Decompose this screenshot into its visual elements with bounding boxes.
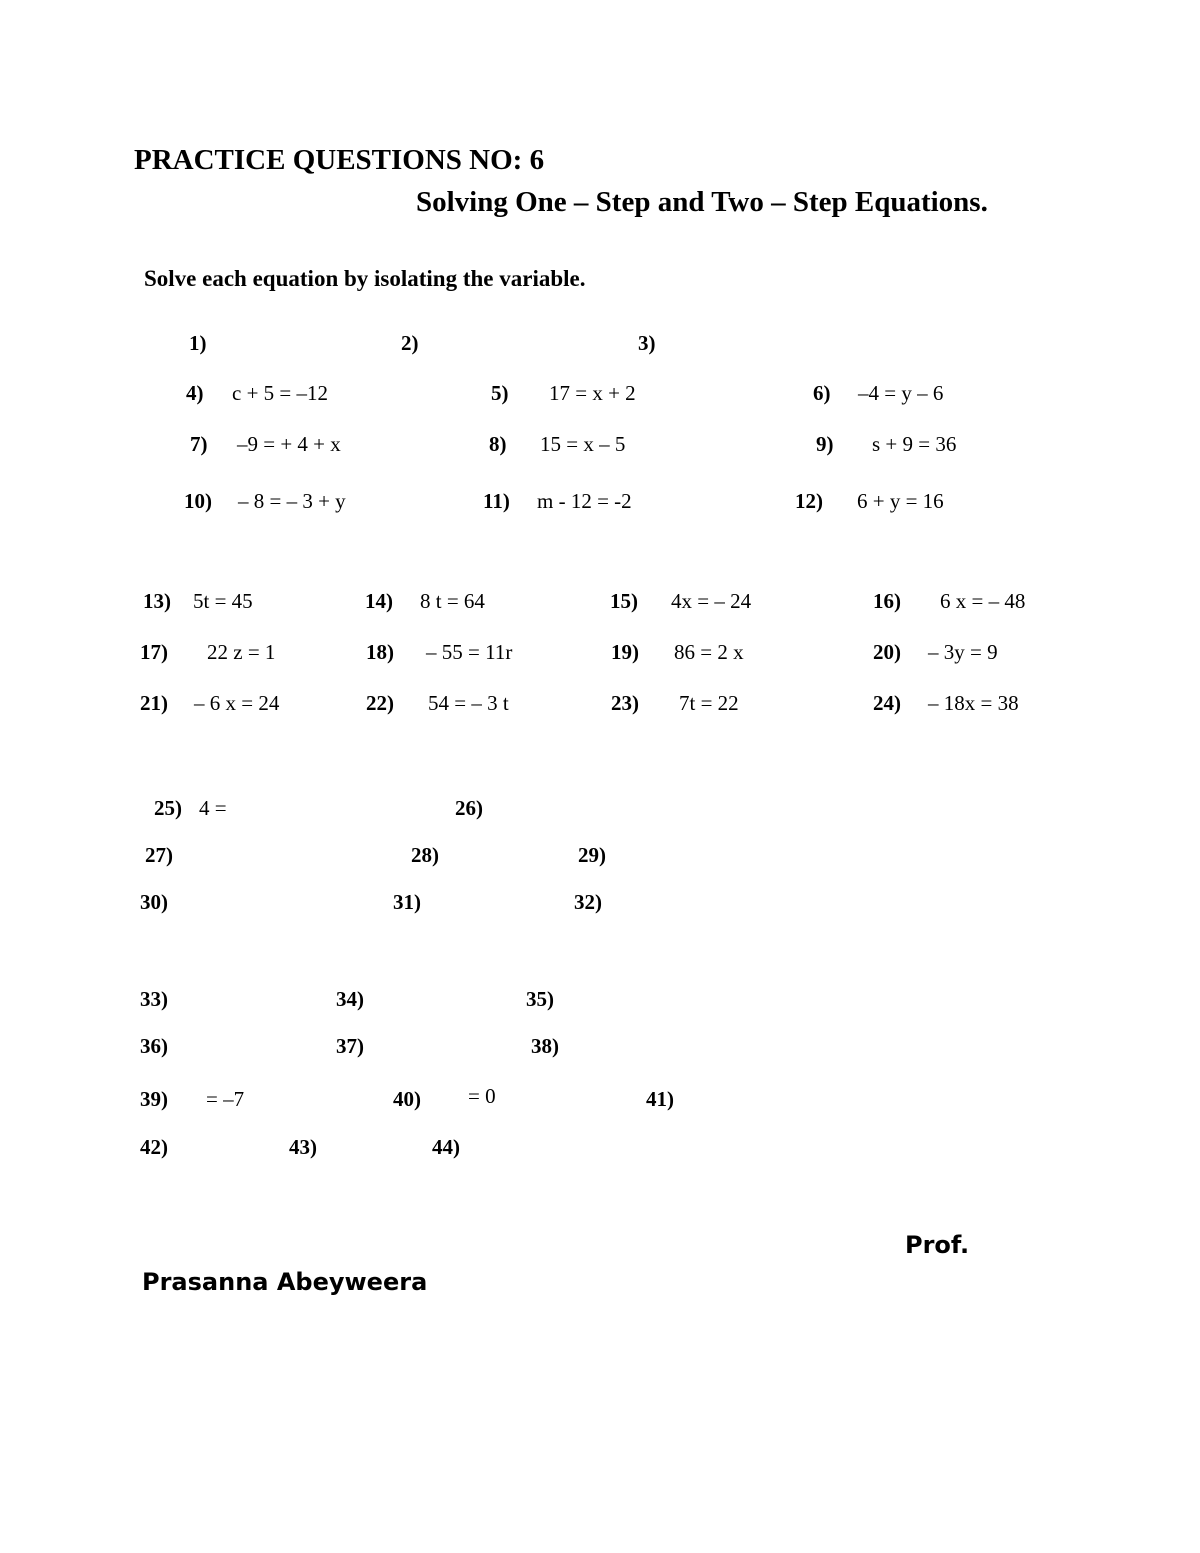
question-number: 9) [816,432,834,456]
question-equation: = 0 [468,1084,496,1108]
question-number: 29) [578,843,606,867]
question-number: 23) [611,691,639,715]
question-number: 41) [646,1087,674,1111]
question-number: 20) [873,640,901,664]
question-number: 8) [489,432,507,456]
question-number: 17) [140,640,168,664]
question-equation: – 18x = 38 [928,691,1019,715]
question-equation: c + 5 = –12 [232,381,329,405]
question-equation: –4 = y – 6 [858,381,944,405]
question-number: 37) [336,1034,364,1058]
question-number: 2) [401,331,419,355]
question-number: 30) [140,890,168,914]
question-equation: 4 = [199,796,227,820]
question-number: 22) [366,691,394,715]
question-number: 39) [140,1087,168,1111]
signature-name: Prasanna Abeyweera [142,1268,428,1296]
question-equation: 6 + y = 16 [857,489,944,513]
question-number: 15) [610,589,638,613]
question-number: 42) [140,1135,168,1159]
question-equation: 22 z = 1 [207,640,276,664]
question-equation: 17 = x + 2 [549,381,636,405]
question-number: 13) [143,589,171,613]
question-equation: – 3y = 9 [928,640,998,664]
question-number: 26) [455,796,483,820]
question-number: 38) [531,1034,559,1058]
question-number: 12) [795,489,823,513]
signature-title: Prof. [905,1231,970,1259]
question-number: 16) [873,589,901,613]
question-number: 18) [366,640,394,664]
page-subtitle: Solving One – Step and Two – Step Equations. [416,186,988,218]
question-number: 40) [393,1087,421,1111]
page-title: PRACTICE QUESTIONS NO: 6 [134,144,545,176]
question-number: 25) [154,796,182,820]
instructions: Solve each equation by isolating the variable. [144,266,586,291]
question-equation: = –7 [206,1087,245,1111]
question-equation: 5t = 45 [193,589,253,613]
question-equation: s + 9 = 36 [872,432,957,456]
question-number: 43) [289,1135,317,1159]
question-number: 34) [336,987,364,1011]
question-number: 1) [189,331,207,355]
question-equation: – 55 = 11r [426,640,513,664]
question-number: 19) [611,640,639,664]
question-number: 10) [184,489,212,513]
question-number: 21) [140,691,168,715]
question-number: 33) [140,987,168,1011]
question-equation: m - 12 = -2 [537,489,632,513]
question-equation: –9 = + 4 + x [237,432,341,456]
question-equation: 15 = x – 5 [540,432,626,456]
question-number: 6) [813,381,831,405]
question-equation: 54 = – 3 t [428,691,509,715]
question-number: 11) [483,489,510,513]
question-equation: 86 = 2 x [674,640,744,664]
question-equation: 4x = – 24 [671,589,752,613]
question-number: 7) [190,432,208,456]
question-number: 27) [145,843,173,867]
question-equation: 6 x = – 48 [940,589,1026,613]
question-number: 4) [186,381,204,405]
question-number: 3) [638,331,656,355]
question-number: 24) [873,691,901,715]
question-number: 36) [140,1034,168,1058]
question-equation: – 8 = – 3 + y [238,489,346,513]
question-number: 44) [432,1135,460,1159]
question-number: 31) [393,890,421,914]
question-number: 35) [526,987,554,1011]
question-number: 28) [411,843,439,867]
question-equation: – 6 x = 24 [194,691,280,715]
question-number: 5) [491,381,509,405]
question-number: 14) [365,589,393,613]
question-equation: 7t = 22 [679,691,739,715]
question-number: 32) [574,890,602,914]
question-equation: 8 t = 64 [420,589,485,613]
